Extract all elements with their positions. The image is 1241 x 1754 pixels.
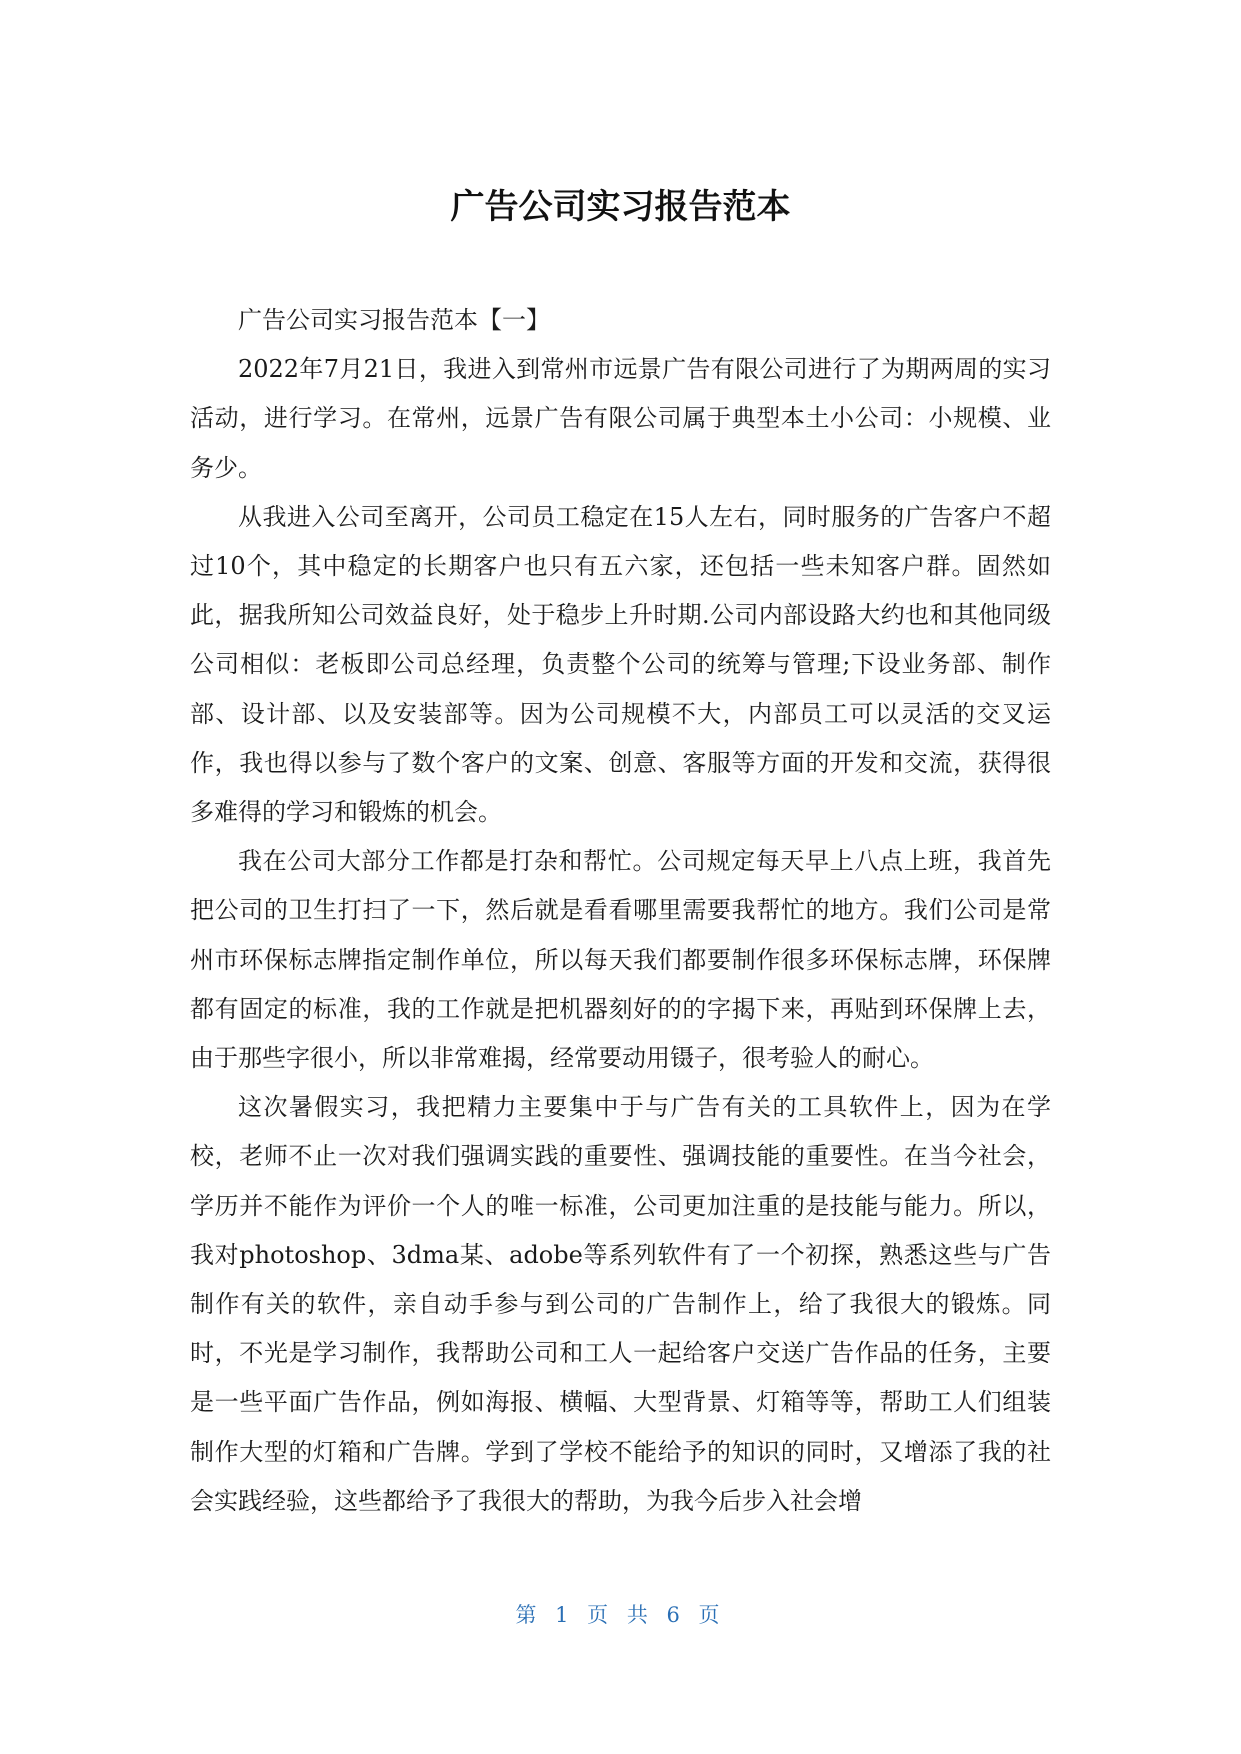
document-title: 广告公司实习报告范本 [450,187,791,227]
page-number-footer: 第 1 页 共 6 页 [515,1603,726,1627]
body-paragraph: 2022年7月21日，我进入到常州市远景广告有限公司进行了为期两周的实习活动，进行学习。在常州，远景广告有限公司属于典型本土小公司：小规模、业务少。 [190,355,1051,482]
section-heading: 广告公司实习报告范本【一】 [238,306,550,334]
body-paragraph: 这次暑假实习，我把精力主要集中于与广告有关的工具软件上，因为在学校，老师不止一次对我们强调实践的重要性、强调技能的重要性。在当今社会，学历并不能作为评价一个人的唯一标准，公司更加注重的是技能与能力。所以，我对photoshop、3dma某、adobe等系列软件有了一个初探，熟悉这些与广告制作有关的软件，亲自动手参与到公司的广告制作上，给了我很大的锻炼。同时，不光是学习制作，我帮助公司和工人一起给客户交送广告作品的任务，主要是一些平面广告作品，例如海报、横幅、大型背景、灯箱等等，帮助工人们组装制作大型的灯箱和广告牌。学到了学校不能给予的知识的同时，又增添了我的社会实践经验，这些都给予了我很大的帮助，为我今后步入社会增 [190,1093,1051,1515]
document-body [190,296,1051,1526]
body-paragraph: 从我进入公司至离开，公司员工稳定在15人左右，同时服务的广告客户不超过10个，其中稳定的长期客户也只有五六家，还包括一些未知客户群。固然如此，据我所知公司效益良好，处于稳步上升时期.公司内部设路大约也和其他同级公司相似：老板即公司总经理，负责整个公司的统筹与管理;下设业务部、制作部、设计部、以及安装部等。因为公司规模不大，内部员工可以灵活的交叉运作，我也得以参与了数个客户的文案、创意、客服等方面的开发和交流，获得很多难得的学习和锻炼的机会。 [190,502,1051,827]
body-paragraph: 我在公司大部分工作都是打杂和帮忙。公司规定每天早上八点上班，我首先把公司的卫生打扫了一下，然后就是看看哪里需要我帮忙的地方。我们公司是常州市环保标志牌指定制作单位，所以每天我们都要制作很多环保标志牌，环保牌都有固定的标准，我的工作就是把机器刻好的的字揭下来，再贴到环保牌上去，由于那些字很小，所以非常难揭，经常要动用镊子，很考验人的耐心。 [190,847,1051,1073]
